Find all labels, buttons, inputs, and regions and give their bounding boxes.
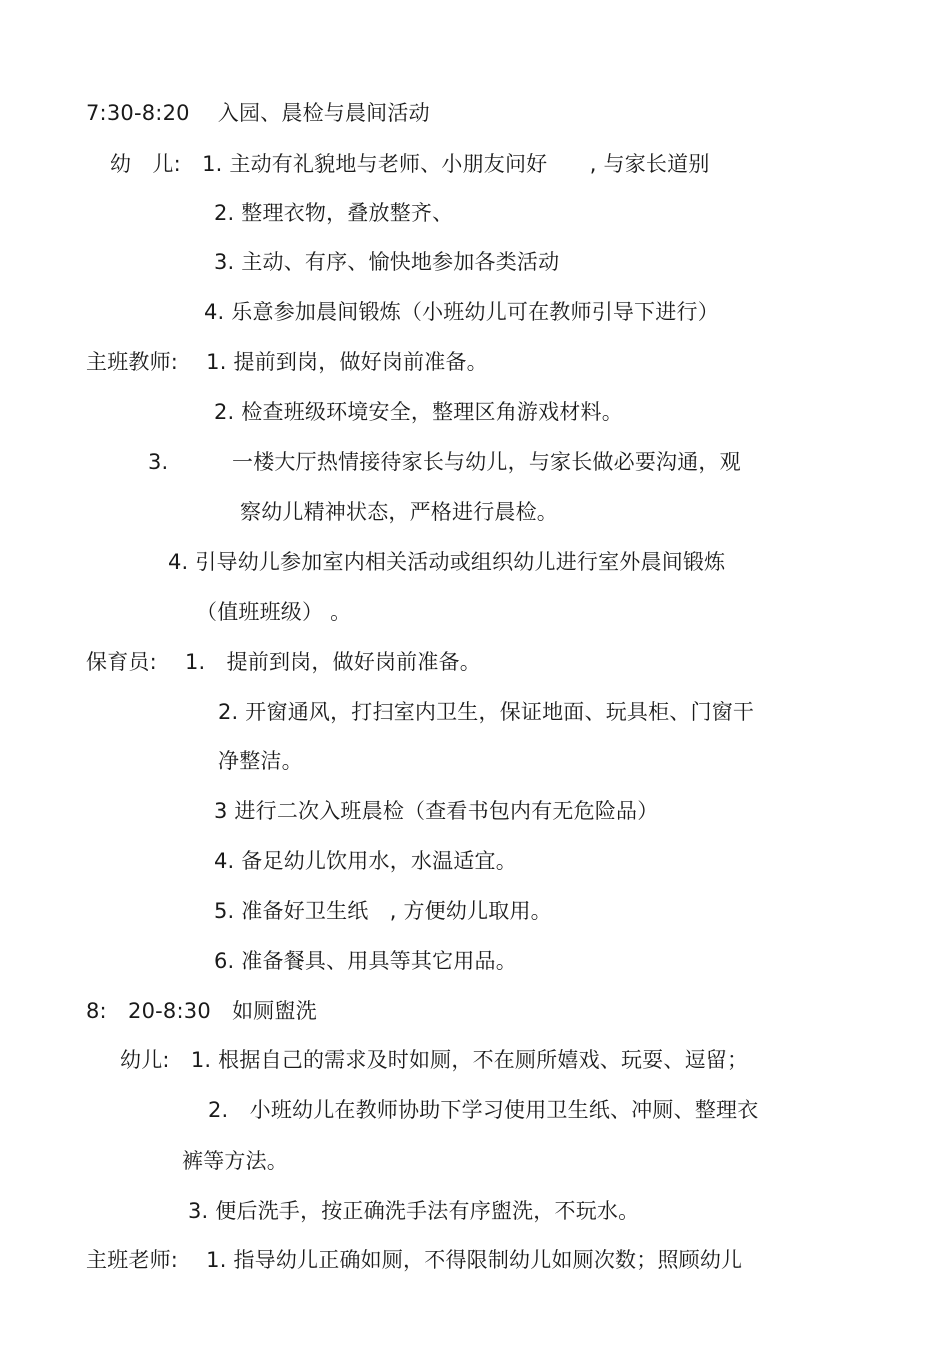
text-line: 3. 便后洗手，按正确洗手法有序盥洗，不玩水。 [188, 1199, 640, 1223]
text-line: 2. 检查班级环境安全，整理区角游戏材料。 [214, 400, 623, 424]
text-line: 3. 主动、有序、愉快地参加各类活动 [214, 250, 560, 274]
text-line: 2. 小班幼儿在教师协助下学习使用卫生纸、冲厕、整理衣 [208, 1098, 759, 1122]
text-line: 净整洁。 [218, 749, 303, 773]
text-line: 幼 儿: 1. 主动有礼貌地与老师、小朋友问好 , 与家长道别 [110, 152, 710, 176]
text-line: （值班班级） 。 [196, 600, 352, 624]
text-line: 察幼儿精神状态，严格进行晨检。 [240, 500, 558, 524]
text-line: 3. 一楼大厅热情接待家长与幼儿，与家长做必要沟通，观 [148, 450, 741, 474]
text-line: 2. 开窗通风，打扫室内卫生，保证地面、玩具柜、门窗干 [218, 700, 755, 724]
text-line: 6. 准备餐具、用具等其它用品。 [214, 949, 517, 973]
text-line: 3 进行二次入班晨检（查看书包内有无危险品） [214, 799, 659, 823]
text-line: 保育员: 1. 提前到岗，做好岗前准备。 [86, 650, 481, 674]
text-line: 幼儿: 1. 根据自己的需求及时如厕，不在厕所嬉戏、玩耍、逗留； [120, 1048, 749, 1072]
text-line: 4. 备足幼儿饮用水，水温适宜。 [214, 849, 517, 873]
text-line: 2. 整理衣物，叠放整齐、 [214, 201, 454, 225]
text-line: 4. 引导幼儿参加室内相关活动或组织幼儿进行室外晨间锻炼 [168, 550, 726, 574]
text-line: 4. 乐意参加晨间锻炼（小班幼儿可在教师引导下进行） [204, 300, 719, 324]
text-line: 5. 准备好卫生纸 , 方便幼儿取用。 [214, 899, 552, 923]
section-heading-arrival: 7:30-8:20 入园、晨检与晨间活动 [86, 101, 430, 125]
text-line: 主班教师: 1. 提前到岗，做好岗前准备。 [86, 350, 488, 374]
text-line: 主班老师: 1. 指导幼儿正确如厕，不得限制幼儿如厕次数；照顾幼儿 [86, 1248, 743, 1272]
section-heading-toilet: 8: 20-8:30 如厕盥洗 [86, 999, 317, 1023]
text-line: 裤等方法。 [182, 1149, 288, 1173]
